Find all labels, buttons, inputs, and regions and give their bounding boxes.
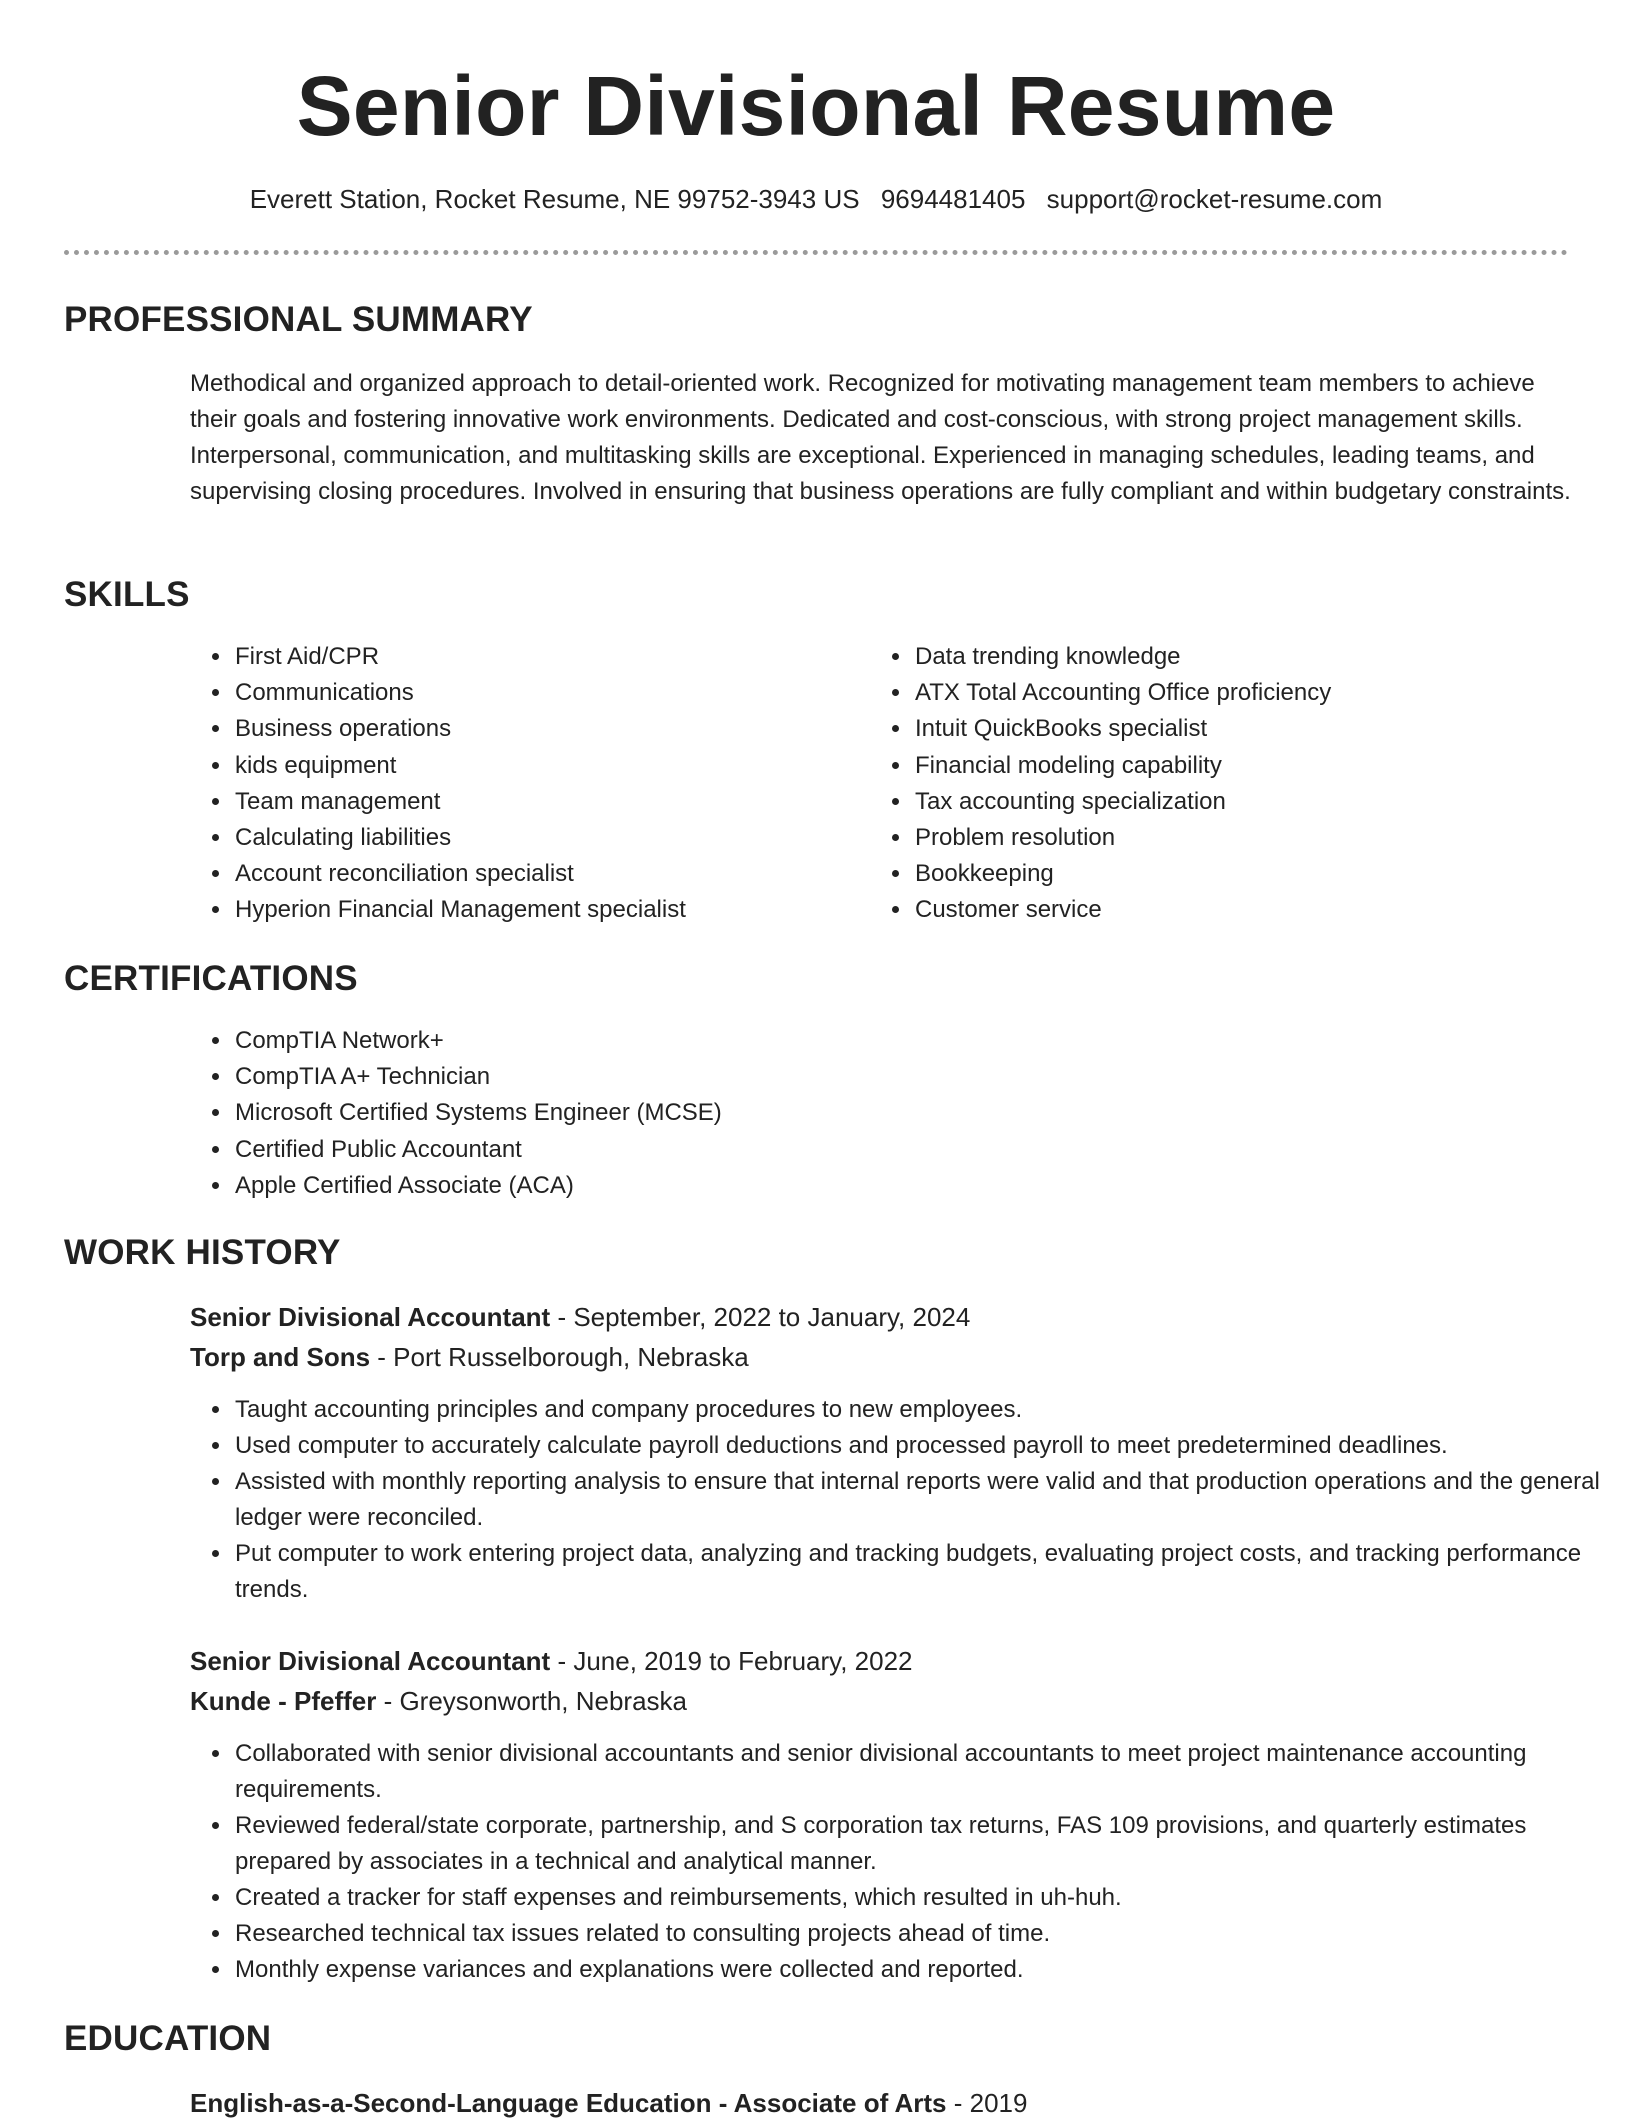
- contact-line: [0, 182, 1632, 216]
- certification-item: • Microsoft Certified Systems Engineer (MCSE): [233, 1095, 1133, 1131]
- skill-item: • Calculating liabilities: [233, 820, 853, 856]
- skill-item: • ATX Total Accounting Office proficiency: [913, 675, 1613, 711]
- job-company: Kunde - Pfeffer: [190, 1686, 377, 1716]
- job-dates: - June, 2019 to February, 2022: [550, 1646, 913, 1676]
- resume-title: Senior Divisional Resume: [296, 59, 1336, 153]
- job-title: Senior Divisional Accountant: [190, 1302, 551, 1332]
- skill-item: • Customer service: [913, 892, 1613, 928]
- certification-item: • CompTIA A+ Technician: [233, 1059, 1133, 1095]
- contact-address: Everett Station, Rocket Resume, NE 99752-3943 US: [249, 184, 860, 214]
- job-dates: - September, 2022 to January, 2024: [550, 1302, 971, 1332]
- contact-email: support@rocket-resume.com: [1046, 184, 1383, 214]
- certifications-heading: CERTIFICATIONS: [64, 959, 358, 998]
- skill-item: • kids equipment: [233, 748, 853, 784]
- skill-item: • Bookkeeping: [913, 856, 1613, 892]
- certification-item: • Certified Public Accountant: [233, 1132, 1133, 1168]
- certification-item: • CompTIA Network+: [233, 1023, 1133, 1059]
- header-divider: [64, 250, 1568, 255]
- certification-item: • Apple Certified Associate (ACA): [233, 1168, 1133, 1204]
- job-duty: • Collaborated with senior divisional accountants and senior divisional accountants to meet project maintenance accounting requirements.: [233, 1736, 1618, 1808]
- skill-item: • First Aid/CPR: [233, 639, 853, 675]
- skill-item: • Problem resolution: [913, 820, 1613, 856]
- job-duty: • Put computer to work entering project data, analyzing and tracking budgets, evaluating project costs, and tracking performance trends.: [233, 1536, 1618, 1608]
- summary-text: Methodical and organized approach to detail-oriented work. Recognized for motivating management team members to achieve their goals and fostering innovative work environments. Dedicated and cost-conscious, with strong project management skills. Interpersonal, communication, and multitasking skills are exceptional. Experienced in managing schedules, leading teams, and supervising closing procedures. Involved in ensuring that business operations are fully compliant and within budgetary constraints.: [190, 370, 1571, 505]
- job-title: Senior Divisional Accountant: [190, 1646, 551, 1676]
- job-duty: • Taught accounting principles and company procedures to new employees.: [233, 1392, 1618, 1428]
- job-duty: • Created a tracker for staff expenses and reimbursements, which resulted in uh-huh.: [233, 1880, 1618, 1916]
- job-location: - Port Russelborough, Nebraska: [370, 1342, 749, 1372]
- skill-item: • Hyperion Financial Management specialist: [233, 892, 853, 928]
- job-company: Torp and Sons: [190, 1342, 371, 1372]
- skill-item: • Tax accounting specialization: [913, 784, 1613, 820]
- job-duty: • Used computer to accurately calculate payroll deductions and processed payroll to meet predetermined deadlines.: [233, 1428, 1618, 1464]
- summary-heading: PROFESSIONAL SUMMARY: [64, 300, 533, 339]
- job-company-line: [190, 1337, 749, 1377]
- education-heading: EDUCATION: [64, 2019, 272, 2058]
- skills-list-left: [190, 639, 853, 929]
- job-duty: • Reviewed federal/state corporate, partnership, and S corporation tax returns, FAS 109 provisions, and quarterly estimates prepared by associates in a technical and analytical manner.: [233, 1808, 1618, 1880]
- job-company-line: [190, 1681, 687, 1721]
- skill-item: • Intuit QuickBooks specialist: [913, 711, 1613, 747]
- skills-heading: SKILLS: [64, 575, 190, 614]
- skill-item: • Financial modeling capability: [913, 748, 1613, 784]
- job-duty: • Assisted with monthly reporting analysis to ensure that internal reports were valid and that production operations and the general ledger were reconciled.: [233, 1464, 1618, 1536]
- skill-item: • Account reconciliation specialist: [233, 856, 853, 892]
- job-duty: • Monthly expense variances and explanations were collected and reported.: [233, 1952, 1618, 1988]
- certifications-list: [190, 1023, 1133, 1204]
- skill-item: • Business operations: [233, 711, 853, 747]
- skills-list-right: [870, 639, 1613, 929]
- job-title-line: [190, 1641, 913, 1681]
- job-title-line: [190, 1297, 970, 1337]
- job-duty: • Researched technical tax issues related to consulting projects ahead of time.: [233, 1916, 1618, 1952]
- work-history-heading: WORK HISTORY: [64, 1233, 341, 1272]
- skill-item: • Team management: [233, 784, 853, 820]
- contact-phone: 9694481405: [880, 184, 1026, 214]
- education-year: - 2019: [946, 2088, 1028, 2118]
- job-duties-list: [190, 1736, 1618, 1988]
- education-line: [190, 2083, 1027, 2123]
- skill-item: • Data trending knowledge: [913, 639, 1613, 675]
- skill-item: • Communications: [233, 675, 853, 711]
- education-degree: English-as-a-Second-Language Education - Associate of Arts: [190, 2088, 947, 2118]
- job-location: - Greysonworth, Nebraska: [376, 1686, 688, 1716]
- job-duties-list: [190, 1392, 1618, 1608]
